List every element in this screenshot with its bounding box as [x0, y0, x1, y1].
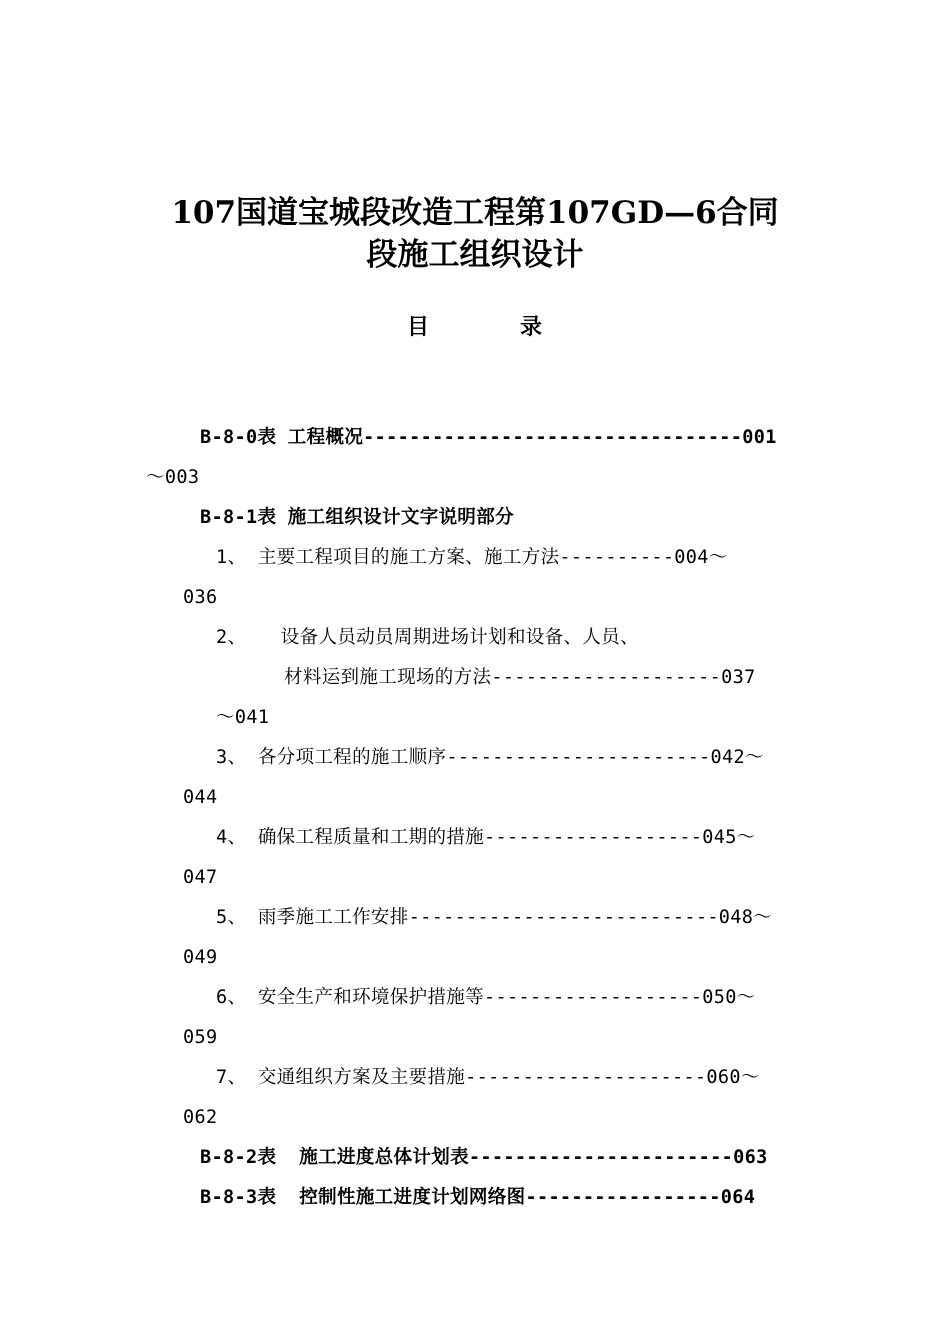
toc-subentry-4-continuation: 047 [183, 867, 218, 888]
toc-subentry-3-continuation: 044 [183, 787, 218, 808]
toc-subentry-1: 1、 主要工程项目的施工方案、施工方法----------004～ [216, 547, 728, 568]
toc-subentry-1-continuation: 036 [183, 587, 218, 608]
toc-entry-b-8-0: B-8-0表 工程概况---------------------------------001 [200, 427, 777, 448]
toc-entry-b-8-0-continuation: ～003 [146, 467, 200, 488]
toc-subentry-2-continuation: ～041 [216, 707, 270, 728]
toc-subentry-2-line-2: 材料运到施工现场的方法--------------------037 [284, 667, 756, 688]
toc-heading-left: 目 [407, 315, 430, 340]
toc-subentry-3: 3、 各分项工程的施工顺序-----------------------042～ [216, 747, 764, 768]
toc-entry-b-8-3: B-8-3表 控制性施工进度计划网络图-----------------064 [200, 1187, 756, 1208]
toc-subentry-4: 4、 确保工程质量和工期的措施-------------------045～ [216, 827, 756, 848]
toc-subentry-5: 5、 雨季施工工作安排---------------------------048～ [216, 907, 773, 928]
toc-entry-b-8-2: B-8-2表 施工进度总体计划表-----------------------063 [200, 1147, 768, 1168]
toc-subentry-2: 2、 设备人员动员周期进场计划和设备、人员、 [216, 627, 639, 648]
toc-subentry-6: 6、 安全生产和环境保护措施等-------------------050～ [216, 987, 756, 1008]
toc-heading-right: 录 [520, 315, 543, 340]
toc-subentry-7: 7、 交通组织方案及主要措施---------------------060～ [216, 1067, 760, 1088]
toc-entry-b-8-1: B-8-1表 施工组织设计文字说明部分 [200, 507, 514, 528]
toc-subentry-5-continuation: 049 [183, 947, 218, 968]
toc-subentry-6-continuation: 059 [183, 1027, 218, 1048]
document-title-line-2: 段施工组织设计 [366, 237, 584, 273]
toc-subentry-7-continuation: 062 [183, 1107, 218, 1128]
document-title-line-1: 107国道宝城段改造工程第107GD—6合同 [171, 195, 779, 231]
